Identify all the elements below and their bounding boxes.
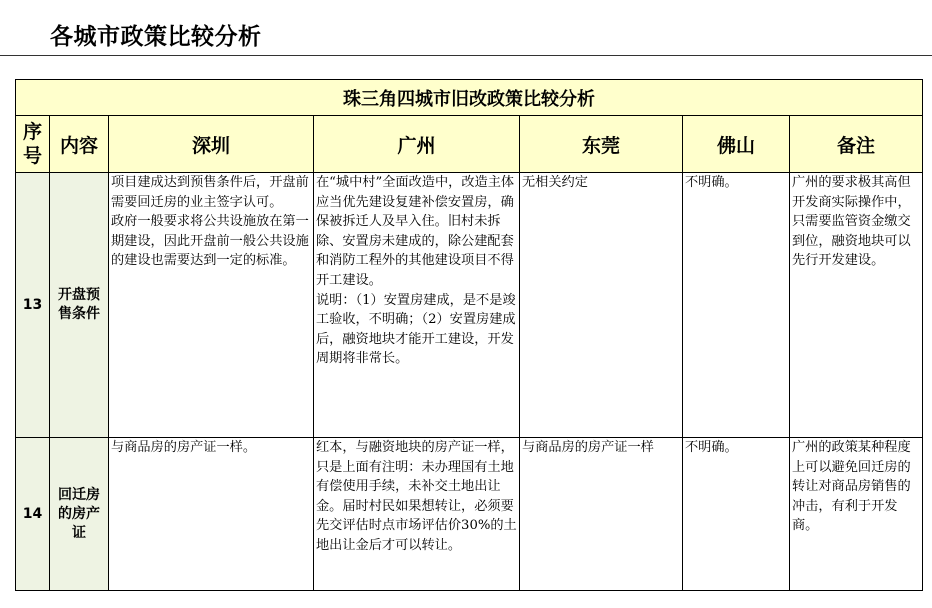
cell-shenzhen: 与商品房的房产证一样。 [109, 438, 314, 591]
cell-guangzhou: 在“城中村”全面改造中，改造主体应当优先建设复建补偿安置房，确保被拆迁人及早入住。旧村未拆除、安置房未建成的，除公建配套和消防工程外的其他建设项目不得开工建设。 说明：（1）安置房建成，是不是竣工验收，不明确；（2）安置房建成后，融资地块才能开工建设，开发周期将非常长。 [314, 173, 520, 438]
header-seq: 序号 [16, 116, 50, 173]
cell-remarks: 广州的要求极其高但开发商实际操作中，只需要监管资金缴交到位，融资地块可以先行开发建设。 [790, 173, 923, 438]
cell-dongguan: 与商品房的房产证一样 [520, 438, 683, 591]
header-remarks: 备注 [790, 116, 923, 173]
header-content: 内容 [50, 116, 109, 173]
cell-foshan: 不明确。 [683, 438, 790, 591]
table-caption: 珠三角四城市旧改政策比较分析 [16, 80, 923, 116]
title-divider [0, 55, 932, 56]
page-title: 各城市政策比较分析 [50, 24, 262, 50]
cell-foshan: 不明确。 [683, 173, 790, 438]
row-topic: 回迁房的房产证 [50, 438, 109, 591]
row-number: 14 [16, 438, 50, 591]
header-shenzhen: 深圳 [109, 116, 314, 173]
header-foshan: 佛山 [683, 116, 790, 173]
header-dongguan: 东莞 [520, 116, 683, 173]
policy-comparison-table [15, 79, 923, 591]
cell-shenzhen: 项目建成达到预售条件后，开盘前需要回迁房的业主签字认可。 政府一般要求将公共设施放在第一期建设，因此开盘前一般公共设施的建设也需要达到一定的标准。 [109, 173, 314, 438]
row-number: 13 [16, 173, 50, 438]
row-topic: 开盘预售条件 [50, 173, 109, 438]
cell-dongguan: 无相关约定 [520, 173, 683, 438]
cell-remarks: 广州的政策某种程度上可以避免回迁房的转让对商品房销售的冲击，有利于开发商。 [790, 438, 923, 591]
cell-guangzhou: 红本，与融资地块的房产证一样，只是上面有注明：未办理国有土地有偿使用手续，未补交土地出让金。届时村民如果想转让，必须要先交评估时点市场评估价30%的土地出让金后才可以转让。 [314, 438, 520, 591]
table-header-row [16, 116, 923, 173]
table-row [16, 173, 923, 438]
header-guangzhou: 广州 [314, 116, 520, 173]
table-row [16, 438, 923, 591]
